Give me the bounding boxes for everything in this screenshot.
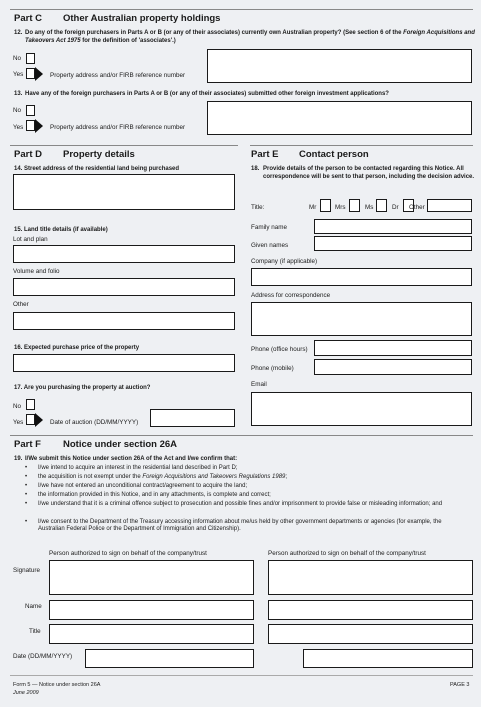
other-title-field[interactable] bbox=[13, 312, 235, 330]
q13-arrow-icon bbox=[35, 119, 43, 133]
phone-mobile-field[interactable] bbox=[314, 359, 472, 375]
section-rule bbox=[10, 435, 473, 436]
email-label: Email bbox=[251, 381, 267, 388]
phone-office-field[interactable] bbox=[314, 340, 472, 356]
q18-text: Provide details of the person to be contacted regarding this Notice. All correspondence will be sent to that person, including the decision advice. bbox=[263, 166, 475, 180]
family-name-label: Family name bbox=[251, 224, 288, 231]
title-other-label: Other bbox=[409, 204, 425, 211]
declaration-bullet: • the information provided in this Notice, and in any attachments, is complete and correct; bbox=[25, 492, 271, 498]
q16-text: 16. Expected purchase price of the property bbox=[14, 345, 140, 351]
part-d-title: Property details bbox=[63, 149, 135, 160]
footer-rule bbox=[10, 675, 473, 676]
address-field[interactable] bbox=[251, 302, 472, 336]
company-field[interactable] bbox=[251, 268, 472, 286]
title-left-field[interactable] bbox=[49, 624, 254, 644]
date-left-field[interactable] bbox=[85, 649, 254, 668]
q12-yes-checkbox[interactable] bbox=[26, 68, 35, 79]
q13-no-label: No bbox=[13, 107, 22, 114]
section-rule bbox=[250, 145, 473, 146]
volume-folio-label: Volume and folio bbox=[13, 268, 60, 275]
title-ms-checkbox[interactable] bbox=[376, 199, 387, 212]
part-f-letter: Part F bbox=[14, 439, 41, 450]
q14-text: 14. Street address of the residential land being purchased bbox=[14, 166, 180, 172]
phone-mobile-label: Phone (mobile) bbox=[251, 365, 294, 372]
section-rule bbox=[10, 9, 473, 10]
part-e-letter: Part E bbox=[251, 149, 279, 160]
q15-text: 15. Land title details (if available) bbox=[14, 227, 108, 233]
q13-number: 13. bbox=[14, 91, 23, 97]
title-mr-checkbox[interactable] bbox=[320, 199, 331, 212]
email-field[interactable] bbox=[251, 392, 472, 426]
q17-no-checkbox[interactable] bbox=[26, 399, 35, 410]
q13-property-field[interactable] bbox=[207, 101, 472, 135]
name-left-field[interactable] bbox=[49, 600, 254, 620]
footer-date: June 2009 bbox=[13, 690, 39, 696]
declaration-bullet: • the acquisition is not exempt under the Foreign Acquisitions and Takeovers Regulations 1989; bbox=[25, 474, 288, 480]
company-label: Company (if applicable) bbox=[251, 258, 318, 265]
given-names-field[interactable] bbox=[314, 236, 472, 251]
authorized-left-heading: Person authorized to sign on behalf of the company/trust bbox=[49, 550, 207, 557]
signature-left-field[interactable] bbox=[49, 560, 254, 595]
q19-number: 19. bbox=[14, 456, 23, 462]
declaration-bullet: • I/we have not entered an unconditional contract/agreement to acquire the land; bbox=[25, 483, 248, 489]
part-e-title: Contact person bbox=[299, 149, 369, 160]
phone-office-label: Phone (office hours) bbox=[251, 346, 308, 353]
q12-no-checkbox[interactable] bbox=[26, 53, 35, 64]
q13-property-label: Property address and/or FIRB reference number bbox=[50, 124, 186, 131]
street-address-field[interactable] bbox=[13, 174, 235, 210]
q13-yes-checkbox[interactable] bbox=[26, 120, 35, 131]
title-mrs-label: Mrs bbox=[335, 204, 346, 211]
q13-yes-label: Yes bbox=[13, 124, 24, 131]
section-rule bbox=[10, 145, 238, 146]
footer-form-name: Form 5 — Notice under section 26A bbox=[13, 682, 101, 688]
title-other-field[interactable] bbox=[427, 199, 472, 212]
part-c-title: Other Australian property holdings bbox=[63, 13, 221, 24]
name-right-field[interactable] bbox=[268, 600, 473, 620]
signature-right-field[interactable] bbox=[268, 560, 473, 595]
declaration-bullet: • I/we understand that it is a criminal offence subject to prosecution and possible fines and/or imprisonment to provide false or misleading information; and bbox=[25, 501, 443, 507]
declaration-bullet: • I/we consent to the Department of the Treasury accessing information about me/us held by other government departments or agencies (for example, the Australian Federal Police or the Department of Immigration and Citizenship). bbox=[25, 519, 442, 533]
q17-yes-label: Yes bbox=[13, 419, 24, 426]
title-right-field[interactable] bbox=[268, 624, 473, 644]
q12-property-label: Property address and/or FIRB reference number bbox=[50, 72, 186, 79]
date-right-field[interactable] bbox=[303, 649, 473, 668]
q17-text: 17. Are you purchasing the property at auction? bbox=[14, 385, 151, 391]
title-ms-label: Ms bbox=[365, 204, 374, 211]
part-f-title: Notice under section 26A bbox=[63, 439, 178, 450]
family-name-field[interactable] bbox=[314, 219, 472, 234]
q13-no-checkbox[interactable] bbox=[26, 105, 35, 116]
lot-plan-field[interactable] bbox=[13, 245, 235, 263]
declaration-bullet: • I/we intend to acquire an interest in the residential land described in Part D; bbox=[25, 465, 238, 471]
address-label: Address for correspondence bbox=[251, 292, 331, 299]
part-c-letter: Part C bbox=[14, 13, 42, 24]
title-mr-label: Mr bbox=[309, 204, 317, 211]
name-label: Name bbox=[25, 603, 42, 610]
q12-no-label: No bbox=[13, 55, 22, 62]
q18-number: 18. bbox=[251, 166, 260, 172]
signature-label: Signature bbox=[13, 567, 40, 574]
date-label: Date (DD/MM/YYYY) bbox=[13, 653, 73, 660]
q12-text: Do any of the foreign purchasers in Parts A or B (or any of their associates) currently own Australian property? (See section 6 of the Foreign Acquisitions and Takeovers Act 1975 for the definition of 'associates'.) bbox=[25, 30, 475, 44]
q19-text: I/We submit this Notice under section 26A of the Act and I/we confirm that: bbox=[25, 456, 238, 462]
title-sign-label: Title bbox=[29, 628, 41, 635]
title-label: Title: bbox=[251, 204, 265, 211]
footer-page-number: PAGE 3 bbox=[450, 682, 470, 688]
q17-no-label: No bbox=[13, 403, 22, 410]
title-mrs-checkbox[interactable] bbox=[349, 199, 360, 212]
lot-plan-label: Lot and plan bbox=[13, 236, 48, 243]
q12-number: 12. bbox=[14, 30, 23, 36]
q12-yes-label: Yes bbox=[13, 71, 24, 78]
volume-folio-field[interactable] bbox=[13, 278, 235, 296]
auction-date-label: Date of auction (DD/MM/YYYY) bbox=[50, 419, 139, 426]
auction-date-field[interactable] bbox=[150, 409, 235, 427]
q13-text: Have any of the foreign purchasers in Parts A or B (or any of their associates) submitted other foreign investment applications? bbox=[25, 91, 389, 97]
q17-arrow-icon bbox=[35, 413, 43, 427]
other-title-label: Other bbox=[13, 301, 29, 308]
q12-property-field[interactable] bbox=[207, 49, 472, 83]
q17-yes-checkbox[interactable] bbox=[26, 414, 35, 425]
part-d-letter: Part D bbox=[14, 149, 42, 160]
given-names-label: Given names bbox=[251, 242, 289, 249]
title-dr-label: Dr bbox=[392, 204, 399, 211]
q12-arrow-icon bbox=[35, 67, 43, 81]
purchase-price-field[interactable] bbox=[13, 354, 235, 372]
authorized-right-heading: Person authorized to sign on behalf of the company/trust bbox=[268, 550, 426, 557]
